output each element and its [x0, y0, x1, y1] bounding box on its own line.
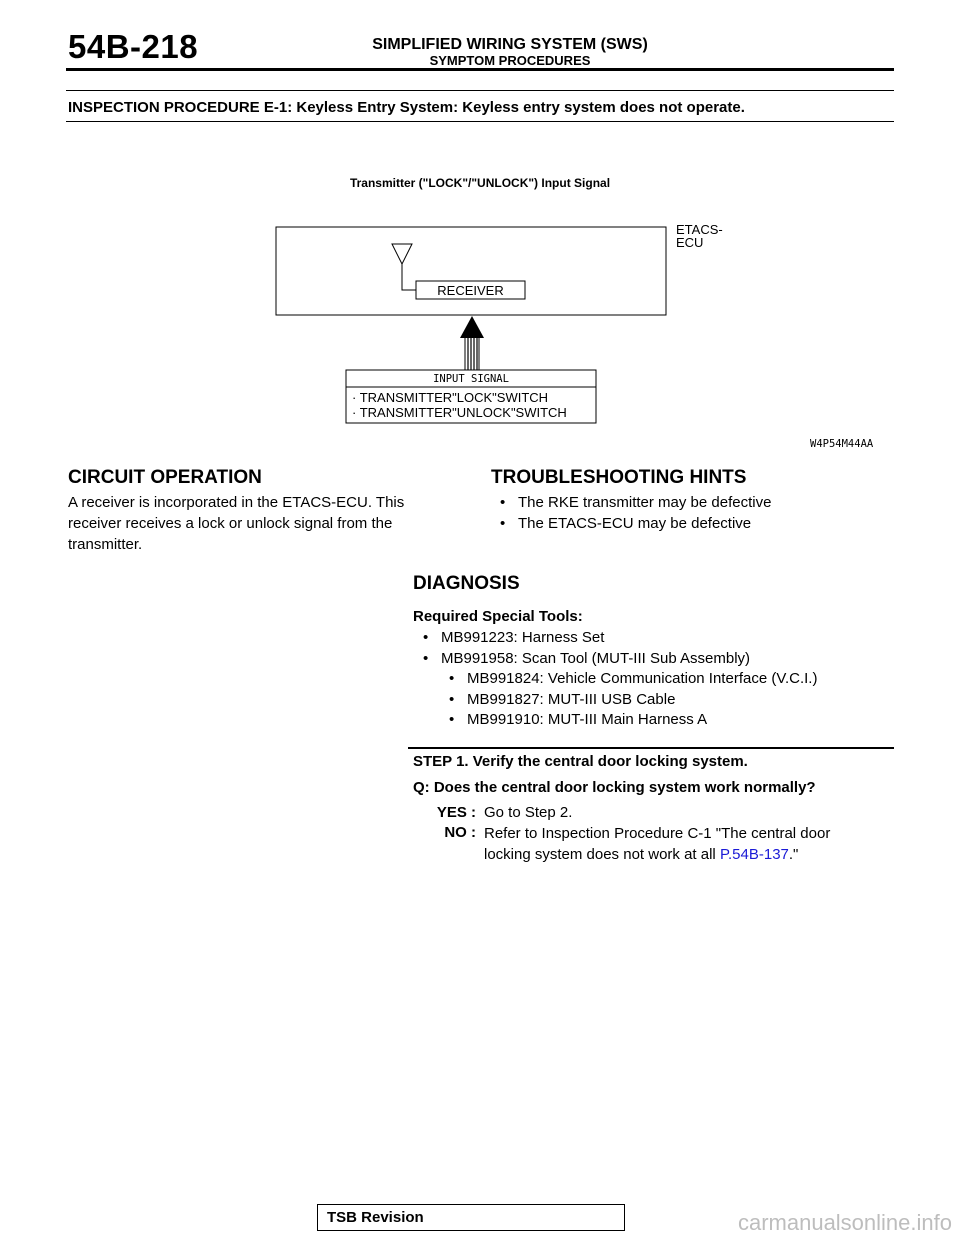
list-item: • The RKE transmitter may be defective [492, 493, 771, 514]
list-item: • MB991827: MUT-III USB Cable [441, 690, 817, 711]
diagnosis-heading: DIAGNOSIS [413, 573, 520, 594]
input-signal-list [352, 390, 567, 420]
step1-heading: STEP 1. Verify the central door locking system. [413, 753, 748, 770]
antenna-icon [392, 244, 416, 290]
tools-list [415, 628, 750, 669]
watermark: carmanualsonline.info [737, 1210, 952, 1235]
yes-text: Go to Step 2. [484, 804, 573, 821]
tsb-revision-label: TSB Revision [327, 1209, 424, 1226]
receiver-label: RECEIVER [437, 283, 504, 298]
step-rule [408, 747, 894, 749]
figure-code: W4P54M44AA [810, 438, 874, 450]
list-item: • MB991824: Vehicle Communication Interface (V.C.I.) [441, 669, 817, 690]
diagram-title: Transmitter ("LOCK"/"UNLOCK") Input Signal [349, 176, 611, 190]
list-item: • MB991958: Scan Tool (MUT-III Sub Assembly) [415, 649, 750, 670]
input-item: · TRANSMITTER"UNLOCK"SWITCH [352, 405, 567, 420]
section-title: SIMPLIFIED WIRING SYSTEM (SWS) [372, 36, 648, 53]
tools-heading: Required Special Tools: [413, 608, 583, 625]
circuit-operation-text: A receiver is incorporated in the ETACS-ECU. This receiver receives a lock or unlock signal from the transmitter. [68, 494, 405, 553]
inspection-title: INSPECTION PROCEDURE E-1: Keyless Entry System: Keyless entry system does not operate. [68, 99, 745, 116]
no-label: NO : [444, 824, 476, 841]
troubleshooting-list [492, 493, 771, 534]
ecu-box [276, 227, 666, 315]
page-number: 54B-218 [68, 28, 199, 65]
list-item: • MB991910: MUT-III Main Harness A [441, 710, 817, 731]
list-item: • MB991223: Harness Set [415, 628, 750, 649]
reference-link[interactable]: P.54B-137 [719, 845, 789, 863]
circuit-operation-heading: CIRCUIT OPERATION [68, 467, 262, 488]
troubleshooting-heading: TROUBLESHOOTING HINTS [491, 467, 747, 488]
yes-label: YES : [436, 804, 476, 821]
subtools-list [441, 669, 817, 731]
ecu-label: ETACS- ECU [676, 222, 723, 250]
no-text: Refer to Inspection Procedure C-1 "The central door locking system does not work at all P.54B-137." [484, 825, 831, 863]
step1-question: Q: Does the central door locking system work normally? [413, 779, 816, 796]
list-item: • The ETACS-ECU may be defective [492, 514, 771, 535]
input-item: · TRANSMITTER"LOCK"SWITCH [352, 390, 549, 405]
section-subtitle: SYMPTOM PROCEDURES [429, 53, 591, 68]
input-signal-header: INPUT SIGNAL [433, 373, 509, 385]
signal-arrow-icon [460, 316, 484, 370]
